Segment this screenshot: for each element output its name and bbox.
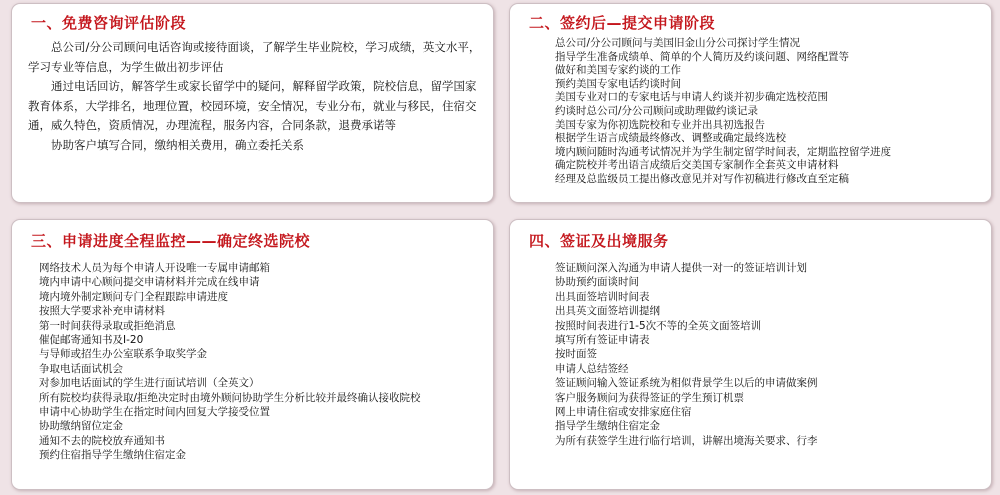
stage-panel-monitoring: [11, 219, 494, 490]
stage-step: 境内境外制定顾问专门全程跟踪申请进度: [39, 290, 228, 303]
stage-step: 按时面签: [555, 348, 597, 361]
stage-step-list-wrap: [39, 261, 483, 463]
stage-step: 网上申请住宿或安排家庭住宿: [555, 406, 692, 419]
stage-step-list: [555, 37, 981, 187]
stage-step: 做好和美国专家约谈的工作: [555, 64, 681, 77]
stage-step: 签证顾问深入沟通为申请人提供一对一的签证培训计划: [555, 262, 807, 274]
stage-step: 为所有获签学生进行临行培训，讲解出境海关要求、行李: [555, 434, 818, 447]
stage-title: 一、免费咨询评估阶段: [31, 14, 187, 32]
stage-step-list-wrap: [555, 37, 981, 187]
stage-panel-visa: [509, 219, 992, 490]
stage-step: 美国专家为你初选院校和专业并出具初选报告: [555, 118, 765, 131]
stage-title: 三、申请进度全程监控——确定终选院校: [31, 232, 311, 250]
stage-step: 出具英文面签培训提纲: [555, 305, 660, 318]
stage-step: 约谈时总公司/分公司顾问或助理做约谈记录: [555, 104, 759, 117]
stage-step: 指导学生缴纳住宿定金: [555, 420, 660, 433]
stage-title: 四、签证及出境服务: [529, 232, 669, 250]
stage-step: 协助缴纳留位定金: [39, 420, 123, 433]
stage-step: 出具面签培训时间表: [555, 290, 650, 303]
stage-step: 通知不去的院校放弃通知书: [39, 434, 165, 447]
stage-step: 经理及总监级员工提出修改意见并对写作初稿进行修改直至定稿: [555, 172, 849, 185]
stage-step: 美国专业对口的专家电话与申请人约谈并初步确定选校范围: [555, 91, 828, 104]
stage-step-list-wrap: [555, 261, 981, 448]
stage-step: 与导师或招生办公室联系争取奖学金: [39, 348, 207, 361]
stage-step: 按照大学要求补充申请材料: [39, 305, 165, 318]
stage-step: 填写所有签证申请表: [555, 334, 650, 347]
stage-description: [28, 38, 483, 155]
stage-step: 境内顾问随时沟通考试情况并为学生制定留学时间表，定期监控留学进度: [555, 145, 891, 158]
stage-step: 按照时间表进行1-5次不等的全英文面签培训: [555, 319, 762, 332]
stage-step: 申请中心协助学生在指定时间内回复大学接受位置: [39, 406, 270, 419]
stage-step: 催促邮寄通知书及I-20: [39, 334, 144, 347]
stage-step: 协助预约面谈时间: [555, 276, 639, 289]
stage-title: 二、签约后—提交申请阶段: [529, 14, 716, 32]
stage-step: 签证顾问输入签证系统为相似背景学生以后的申请做案例: [555, 377, 818, 390]
stage-step: 客户服务顾问为获得签证的学生预订机票: [555, 391, 744, 404]
stage-paragraph: 总公司/分公司顾问电话咨询或接待面谈，了解学生毕业院校，学习成绩，英文水平，学习专业等信息，为学生做出初步评估: [28, 40, 481, 74]
stage-step: 对参加电话面试的学生进行面试培训（全英文）: [39, 377, 260, 390]
stage-step: 确定院校并考出语言成绩后交美国专家制作全套英文申请材料: [555, 159, 839, 172]
stage-step: 预约美国专家电话约谈时间: [555, 77, 681, 90]
stage-panel-consultation: [11, 3, 494, 203]
stage-step: 预约住宿指导学生缴纳住宿定金: [39, 449, 186, 462]
stage-step: 第一时间获得录取或拒绝消息: [39, 319, 176, 332]
stage-step-list: [555, 261, 981, 448]
stage-step-list: [39, 261, 483, 463]
stage-step: 网络技术人员为每个申请人开设唯一专属申请邮箱: [39, 262, 270, 274]
stage-step: 争取电话面试机会: [39, 362, 123, 375]
stage-step: 根据学生语言成绩最终修改、调整或确定最终选校: [555, 132, 786, 145]
stage-step: 申请人总结签经: [555, 362, 629, 375]
stage-step: 指导学生准备成绩单、简单的个人简历及约谈问题、网络配置等: [555, 50, 849, 63]
stage-paragraph: 通过电话回访，解答学生或家长留学中的疑问，解释留学政策，院校信息，留学国家教育体系，大学排名，地理位置，校园环境，安全情况，专业分布，就业与移民，住宿交通，威久特色，资质情况，办理流程，服务内容，合同条款，退费承诺等: [28, 79, 477, 132]
stage-step: 所有院校均获得录取/拒绝决定时由境外顾问协助学生分析比较并最终确认接收院校: [39, 391, 421, 404]
stage-panel-application: [509, 3, 992, 203]
stage-paragraph: 协助客户填写合同，缴纳相关费用，确立委托关系: [51, 137, 304, 152]
stage-step: 总公司/分公司顾问与美国旧金山分公司探讨学生情况: [555, 37, 801, 49]
stage-step: 境内申请中心顾问提交申请材料并完成在线申请: [39, 276, 260, 289]
